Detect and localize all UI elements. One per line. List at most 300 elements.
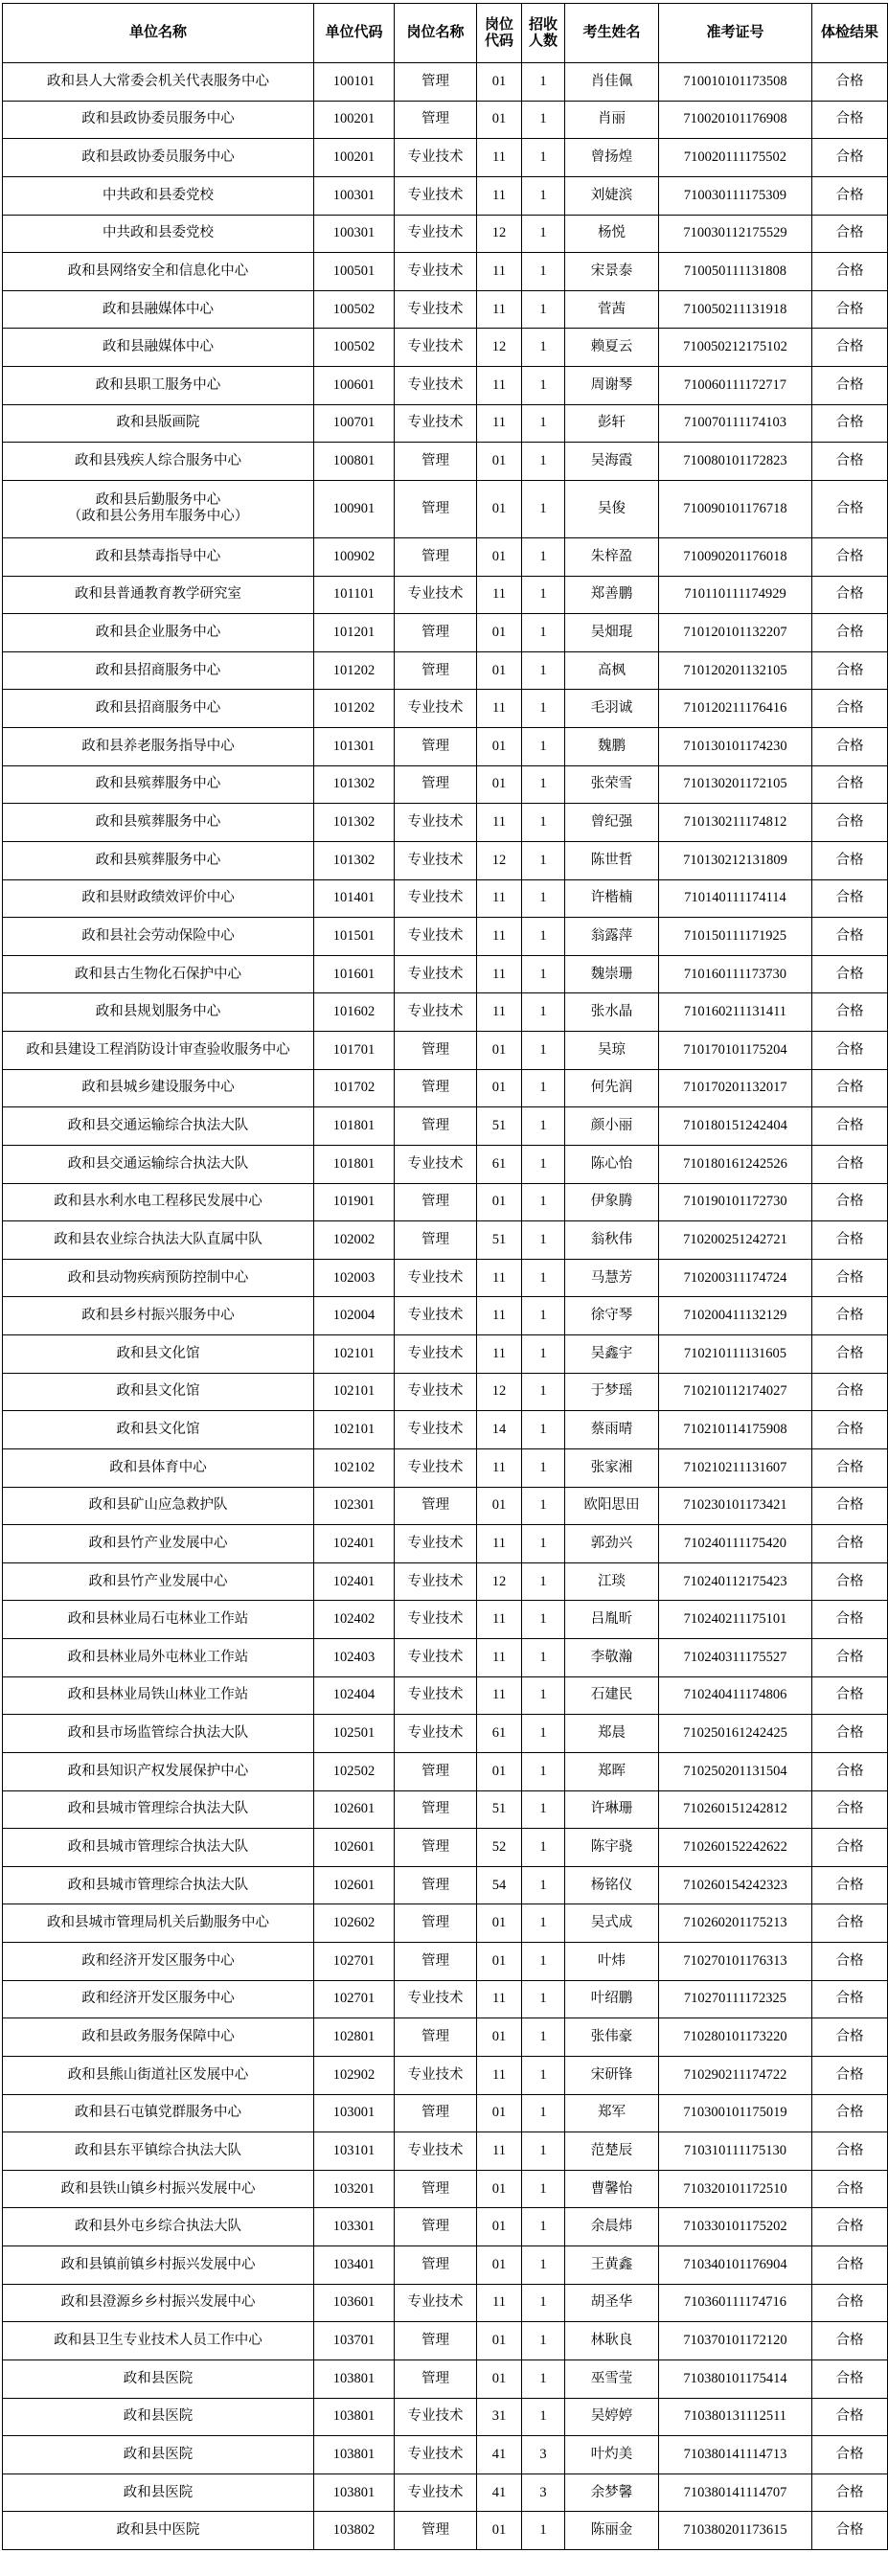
table-row bbox=[3, 1107, 888, 1146]
cell-recruit-num: 1 bbox=[522, 879, 565, 918]
cell-ticket: 710240311175527 bbox=[659, 1639, 812, 1677]
table-row bbox=[3, 1790, 888, 1829]
cell-recruit-num: 1 bbox=[522, 537, 565, 576]
cell-unit-code: 102602 bbox=[314, 1904, 395, 1943]
cell-result: 合格 bbox=[812, 955, 888, 993]
table-row bbox=[3, 537, 888, 576]
cell-recruit-num: 1 bbox=[522, 1639, 565, 1677]
table-row bbox=[3, 2359, 888, 2398]
cell-recruit-num: 1 bbox=[522, 690, 565, 728]
cell-post-name: 专业技术 bbox=[395, 1676, 477, 1715]
header-recruit-num: 招收人数 bbox=[522, 4, 565, 63]
cell-result: 合格 bbox=[812, 63, 888, 102]
cell-result: 合格 bbox=[812, 1866, 888, 1904]
cell-result: 合格 bbox=[812, 2322, 888, 2360]
cell-post-name: 专业技术 bbox=[395, 367, 477, 405]
cell-unit-code: 100201 bbox=[314, 101, 395, 139]
cell-result: 合格 bbox=[812, 1107, 888, 1146]
cell-post-name: 管理 bbox=[395, 537, 477, 576]
cell-unit-name: 政和县镇前镇乡村振兴发展中心 bbox=[3, 2246, 314, 2285]
table-row bbox=[3, 1980, 888, 2018]
cell-recruit-num: 1 bbox=[522, 2512, 565, 2550]
cell-unit-name: 政和县乡村振兴服务中心 bbox=[3, 1297, 314, 1335]
cell-unit-code: 101801 bbox=[314, 1107, 395, 1146]
cell-recruit-num: 1 bbox=[522, 2359, 565, 2398]
cell-candidate: 彭轩 bbox=[565, 404, 659, 443]
cell-post-name: 管理 bbox=[395, 480, 477, 537]
cell-unit-code: 100301 bbox=[314, 176, 395, 215]
cell-candidate: 张家湘 bbox=[565, 1448, 659, 1487]
cell-candidate: 翁露萍 bbox=[565, 918, 659, 956]
cell-post-name: 专业技术 bbox=[395, 1297, 477, 1335]
cell-unit-name: 政和县文化馆 bbox=[3, 1411, 314, 1449]
cell-post-code: 01 bbox=[477, 443, 522, 481]
table-row bbox=[3, 63, 888, 102]
table-row bbox=[3, 253, 888, 291]
cell-ticket: 710330101175202 bbox=[659, 2208, 812, 2246]
cell-unit-code: 100902 bbox=[314, 537, 395, 576]
cell-post-code: 01 bbox=[477, 2170, 522, 2208]
cell-post-name: 专业技术 bbox=[395, 2398, 477, 2436]
cell-recruit-num: 1 bbox=[522, 1411, 565, 1449]
cell-recruit-num: 1 bbox=[522, 2398, 565, 2436]
cell-post-code: 11 bbox=[477, 139, 522, 177]
cell-ticket: 710210111131605 bbox=[659, 1335, 812, 1374]
cell-candidate: 马慧芳 bbox=[565, 1259, 659, 1297]
cell-unit-name: 政和县体育中心 bbox=[3, 1448, 314, 1487]
cell-recruit-num: 1 bbox=[522, 728, 565, 766]
cell-candidate: 范楚辰 bbox=[565, 2132, 659, 2171]
cell-post-code: 12 bbox=[477, 1373, 522, 1411]
cell-result: 合格 bbox=[812, 1411, 888, 1449]
cell-unit-code: 100201 bbox=[314, 139, 395, 177]
cell-unit-code: 101702 bbox=[314, 1069, 395, 1107]
cell-recruit-num: 1 bbox=[522, 367, 565, 405]
cell-unit-name: 政和县石屯镇党群服务中心 bbox=[3, 2094, 314, 2132]
cell-post-code: 12 bbox=[477, 1562, 522, 1601]
cell-unit-name: 中共政和县委党校 bbox=[3, 215, 314, 253]
cell-unit-code: 102402 bbox=[314, 1601, 395, 1639]
cell-recruit-num: 1 bbox=[522, 1943, 565, 1981]
cell-post-name: 管理 bbox=[395, 2018, 477, 2057]
cell-ticket: 710170101175204 bbox=[659, 1032, 812, 1070]
cell-recruit-num: 1 bbox=[522, 480, 565, 537]
header-candidate: 考生姓名 bbox=[565, 4, 659, 63]
table-row bbox=[3, 1601, 888, 1639]
cell-post-code: 11 bbox=[477, 2284, 522, 2322]
cell-post-name: 专业技术 bbox=[395, 1980, 477, 2018]
cell-post-code: 31 bbox=[477, 2398, 522, 2436]
cell-recruit-num: 1 bbox=[522, 576, 565, 614]
cell-post-name: 专业技术 bbox=[395, 1411, 477, 1449]
cell-candidate: 胡圣华 bbox=[565, 2284, 659, 2322]
cell-ticket: 710070111174103 bbox=[659, 404, 812, 443]
cell-ticket: 710180161242526 bbox=[659, 1145, 812, 1183]
cell-unit-code: 101901 bbox=[314, 1183, 395, 1221]
cell-unit-name: 政和县林业局铁山林业工作站 bbox=[3, 1676, 314, 1715]
table-row bbox=[3, 1904, 888, 1943]
cell-post-name: 管理 bbox=[395, 1904, 477, 1943]
table-row bbox=[3, 2398, 888, 2436]
cell-candidate: 毛羽诚 bbox=[565, 690, 659, 728]
cell-unit-code: 102801 bbox=[314, 2018, 395, 2057]
cell-unit-code: 103801 bbox=[314, 2398, 395, 2436]
cell-candidate: 王黄鑫 bbox=[565, 2246, 659, 2285]
cell-post-code: 54 bbox=[477, 1866, 522, 1904]
cell-unit-name: 政和县残疾人综合服务中心 bbox=[3, 443, 314, 481]
table-row bbox=[3, 480, 888, 537]
cell-post-name: 管理 bbox=[395, 2094, 477, 2132]
cell-recruit-num: 1 bbox=[522, 765, 565, 804]
cell-recruit-num: 1 bbox=[522, 1259, 565, 1297]
cell-result: 合格 bbox=[812, 2436, 888, 2474]
cell-recruit-num: 1 bbox=[522, 1373, 565, 1411]
table-row bbox=[3, 2284, 888, 2322]
cell-result: 合格 bbox=[812, 728, 888, 766]
table-row bbox=[3, 1335, 888, 1374]
cell-recruit-num: 1 bbox=[522, 1107, 565, 1146]
cell-ticket: 710200411132129 bbox=[659, 1297, 812, 1335]
cell-unit-name: 政和县林业局外屯林业工作站 bbox=[3, 1639, 314, 1677]
cell-unit-name: 政和县农业综合执法大队直属中队 bbox=[3, 1221, 314, 1260]
table-row bbox=[3, 728, 888, 766]
cell-ticket: 710310111175130 bbox=[659, 2132, 812, 2171]
cell-post-code: 01 bbox=[477, 1904, 522, 1943]
cell-unit-name: 政和县版画院 bbox=[3, 404, 314, 443]
cell-post-code: 11 bbox=[477, 993, 522, 1032]
table-row bbox=[3, 290, 888, 329]
cell-unit-name: 政和县卫生专业技术人员工作中心 bbox=[3, 2322, 314, 2360]
cell-result: 合格 bbox=[812, 2018, 888, 2057]
cell-post-name: 管理 bbox=[395, 765, 477, 804]
cell-candidate: 曾扬煌 bbox=[565, 139, 659, 177]
cell-post-name: 专业技术 bbox=[395, 576, 477, 614]
cell-post-name: 专业技术 bbox=[395, 2473, 477, 2512]
cell-candidate: 赖夏云 bbox=[565, 329, 659, 367]
cell-unit-code: 101801 bbox=[314, 1145, 395, 1183]
cell-candidate: 吕胤昕 bbox=[565, 1601, 659, 1639]
cell-recruit-num: 1 bbox=[522, 1183, 565, 1221]
cell-unit-name: 政和经济开发区服务中心 bbox=[3, 1943, 314, 1981]
cell-unit-code: 103601 bbox=[314, 2284, 395, 2322]
cell-recruit-num: 1 bbox=[522, 1715, 565, 1753]
cell-result: 合格 bbox=[812, 1829, 888, 1867]
cell-post-name: 专业技术 bbox=[395, 176, 477, 215]
table-row bbox=[3, 1487, 888, 1525]
cell-recruit-num: 1 bbox=[522, 1904, 565, 1943]
cell-result: 合格 bbox=[812, 1335, 888, 1374]
cell-post-code: 11 bbox=[477, 1297, 522, 1335]
cell-unit-code: 102404 bbox=[314, 1676, 395, 1715]
cell-post-code: 01 bbox=[477, 63, 522, 102]
cell-candidate: 张荣雪 bbox=[565, 765, 659, 804]
cell-post-name: 专业技术 bbox=[395, 2132, 477, 2171]
cell-ticket: 710180151242404 bbox=[659, 1107, 812, 1146]
cell-unit-code: 101602 bbox=[314, 993, 395, 1032]
cell-ticket: 710260151242812 bbox=[659, 1790, 812, 1829]
cell-result: 合格 bbox=[812, 2170, 888, 2208]
cell-unit-code: 102902 bbox=[314, 2056, 395, 2094]
cell-post-name: 专业技术 bbox=[395, 2284, 477, 2322]
cell-recruit-num: 1 bbox=[522, 329, 565, 367]
cell-ticket: 710380141114707 bbox=[659, 2473, 812, 2512]
cell-post-code: 01 bbox=[477, 101, 522, 139]
cell-post-code: 01 bbox=[477, 2018, 522, 2057]
cell-candidate: 吴畑琨 bbox=[565, 614, 659, 652]
cell-result: 合格 bbox=[812, 480, 888, 537]
cell-result: 合格 bbox=[812, 404, 888, 443]
cell-unit-code: 103801 bbox=[314, 2436, 395, 2474]
cell-candidate: 菅茜 bbox=[565, 290, 659, 329]
header-ticket: 准考证号 bbox=[659, 4, 812, 63]
cell-post-code: 11 bbox=[477, 2132, 522, 2171]
cell-unit-code: 101601 bbox=[314, 955, 395, 993]
cell-candidate: 翁秋伟 bbox=[565, 1221, 659, 1260]
cell-post-name: 专业技术 bbox=[395, 329, 477, 367]
table-row bbox=[3, 2246, 888, 2285]
cell-ticket: 710260152242622 bbox=[659, 1829, 812, 1867]
cell-post-code: 52 bbox=[477, 1829, 522, 1867]
cell-result: 合格 bbox=[812, 253, 888, 291]
cell-unit-name: 政和县网络安全和信息化中心 bbox=[3, 253, 314, 291]
cell-recruit-num: 1 bbox=[522, 2018, 565, 2057]
table-row bbox=[3, 1943, 888, 1981]
table-row bbox=[3, 1829, 888, 1867]
cell-unit-name: 政和县殡葬服务中心 bbox=[3, 804, 314, 842]
cell-post-code: 01 bbox=[477, 480, 522, 537]
cell-ticket: 710010101173508 bbox=[659, 63, 812, 102]
cell-post-name: 专业技术 bbox=[395, 918, 477, 956]
cell-recruit-num: 1 bbox=[522, 955, 565, 993]
cell-candidate: 欧阳思田 bbox=[565, 1487, 659, 1525]
cell-unit-name: 政和县铁山镇乡村振兴发展中心 bbox=[3, 2170, 314, 2208]
cell-post-code: 01 bbox=[477, 2094, 522, 2132]
cell-unit-name: 政和县中医院 bbox=[3, 2512, 314, 2550]
cell-ticket: 710170201132017 bbox=[659, 1069, 812, 1107]
cell-post-code: 41 bbox=[477, 2473, 522, 2512]
cell-post-code: 11 bbox=[477, 879, 522, 918]
header-unit-name: 单位名称 bbox=[3, 4, 314, 63]
cell-post-name: 管理 bbox=[395, 2246, 477, 2285]
cell-ticket: 710290211174722 bbox=[659, 2056, 812, 2094]
cell-candidate: 石建民 bbox=[565, 1676, 659, 1715]
cell-result: 合格 bbox=[812, 918, 888, 956]
cell-unit-name: 政和县医院 bbox=[3, 2398, 314, 2436]
cell-unit-name: 政和县融媒体中心 bbox=[3, 290, 314, 329]
header-post-code: 岗位代码 bbox=[477, 4, 522, 63]
cell-post-code: 11 bbox=[477, 2056, 522, 2094]
cell-recruit-num: 1 bbox=[522, 2132, 565, 2171]
cell-ticket: 710260201175213 bbox=[659, 1904, 812, 1943]
cell-unit-name: 政和县文化馆 bbox=[3, 1373, 314, 1411]
cell-result: 合格 bbox=[812, 290, 888, 329]
table-row bbox=[3, 329, 888, 367]
cell-unit-name: 政和县动物疾病预防控制中心 bbox=[3, 1259, 314, 1297]
cell-ticket: 710130201172105 bbox=[659, 765, 812, 804]
cell-post-name: 管理 bbox=[395, 1032, 477, 1070]
cell-unit-code: 103801 bbox=[314, 2473, 395, 2512]
cell-unit-code: 103101 bbox=[314, 2132, 395, 2171]
cell-unit-name: 政和县知识产权发展保护中心 bbox=[3, 1752, 314, 1790]
cell-result: 合格 bbox=[812, 879, 888, 918]
cell-recruit-num: 1 bbox=[522, 651, 565, 690]
cell-unit-code: 100101 bbox=[314, 63, 395, 102]
cell-candidate: 陈宇骁 bbox=[565, 1829, 659, 1867]
header-post-name: 岗位名称 bbox=[395, 4, 477, 63]
cell-post-code: 01 bbox=[477, 1032, 522, 1070]
table-row bbox=[3, 101, 888, 139]
cell-unit-code: 101202 bbox=[314, 651, 395, 690]
cell-post-code: 01 bbox=[477, 537, 522, 576]
cell-recruit-num: 1 bbox=[522, 290, 565, 329]
cell-unit-code: 102701 bbox=[314, 1943, 395, 1981]
cell-post-name: 管理 bbox=[395, 1487, 477, 1525]
cell-recruit-num: 1 bbox=[522, 2170, 565, 2208]
table-row bbox=[3, 2018, 888, 2057]
cell-post-name: 专业技术 bbox=[395, 1373, 477, 1411]
cell-post-name: 专业技术 bbox=[395, 690, 477, 728]
cell-recruit-num: 1 bbox=[522, 1676, 565, 1715]
cell-unit-name: 政和县融媒体中心 bbox=[3, 329, 314, 367]
cell-unit-name: 政和县城市管理局机关后勤服务中心 bbox=[3, 1904, 314, 1943]
cell-ticket: 710210114175908 bbox=[659, 1411, 812, 1449]
cell-candidate: 巫雪莹 bbox=[565, 2359, 659, 2398]
table-row bbox=[3, 2094, 888, 2132]
cell-candidate: 吴式成 bbox=[565, 1904, 659, 1943]
table-row bbox=[3, 1752, 888, 1790]
cell-candidate: 余梦馨 bbox=[565, 2473, 659, 2512]
cell-unit-code: 102601 bbox=[314, 1866, 395, 1904]
cell-post-name: 管理 bbox=[395, 1221, 477, 1260]
cell-recruit-num: 1 bbox=[522, 404, 565, 443]
cell-post-code: 14 bbox=[477, 1411, 522, 1449]
cell-unit-code: 102002 bbox=[314, 1221, 395, 1260]
cell-candidate: 陈世哲 bbox=[565, 841, 659, 879]
cell-post-code: 11 bbox=[477, 918, 522, 956]
cell-candidate: 刘婕滨 bbox=[565, 176, 659, 215]
cell-post-name: 管理 bbox=[395, 2512, 477, 2550]
cell-recruit-num: 1 bbox=[522, 1297, 565, 1335]
cell-ticket: 710120101132207 bbox=[659, 614, 812, 652]
cell-unit-code: 100901 bbox=[314, 480, 395, 537]
cell-post-code: 01 bbox=[477, 1069, 522, 1107]
cell-unit-name: 政和县矿山应急救护队 bbox=[3, 1487, 314, 1525]
cell-unit-name: 政和县财政绩效评价中心 bbox=[3, 879, 314, 918]
cell-unit-code: 102101 bbox=[314, 1373, 395, 1411]
cell-recruit-num: 1 bbox=[522, 176, 565, 215]
cell-post-name: 专业技术 bbox=[395, 253, 477, 291]
cell-candidate: 朱梓盈 bbox=[565, 537, 659, 576]
cell-unit-code: 101701 bbox=[314, 1032, 395, 1070]
cell-ticket: 710240111175420 bbox=[659, 1525, 812, 1563]
cell-post-name: 专业技术 bbox=[395, 215, 477, 253]
cell-recruit-num: 3 bbox=[522, 2436, 565, 2474]
cell-candidate: 徐守琴 bbox=[565, 1297, 659, 1335]
cell-result: 合格 bbox=[812, 139, 888, 177]
cell-unit-code: 101302 bbox=[314, 841, 395, 879]
cell-candidate: 林耿良 bbox=[565, 2322, 659, 2360]
table-row bbox=[3, 2436, 888, 2474]
cell-result: 合格 bbox=[812, 1487, 888, 1525]
table-row bbox=[3, 2056, 888, 2094]
cell-recruit-num: 1 bbox=[522, 1032, 565, 1070]
cell-unit-code: 101301 bbox=[314, 728, 395, 766]
cell-post-name: 管理 bbox=[395, 1866, 477, 1904]
table-header-row bbox=[3, 4, 888, 63]
cell-candidate: 杨铭仪 bbox=[565, 1866, 659, 1904]
cell-ticket: 710090101176718 bbox=[659, 480, 812, 537]
table-row bbox=[3, 1448, 888, 1487]
cell-result: 合格 bbox=[812, 690, 888, 728]
cell-post-code: 01 bbox=[477, 1752, 522, 1790]
table-row bbox=[3, 1525, 888, 1563]
cell-unit-name: 政和县企业服务中心 bbox=[3, 614, 314, 652]
cell-unit-code: 100301 bbox=[314, 215, 395, 253]
table-row bbox=[3, 1373, 888, 1411]
cell-ticket: 710120211176416 bbox=[659, 690, 812, 728]
cell-unit-name: 政和县外屯乡综合执法大队 bbox=[3, 2208, 314, 2246]
cell-post-code: 51 bbox=[477, 1790, 522, 1829]
cell-recruit-num: 1 bbox=[522, 253, 565, 291]
table-row bbox=[3, 2512, 888, 2550]
cell-recruit-num: 1 bbox=[522, 804, 565, 842]
cell-result: 合格 bbox=[812, 101, 888, 139]
cell-candidate: 郑军 bbox=[565, 2094, 659, 2132]
cell-recruit-num: 1 bbox=[522, 918, 565, 956]
cell-post-name: 专业技术 bbox=[395, 841, 477, 879]
cell-unit-code: 102401 bbox=[314, 1525, 395, 1563]
cell-post-name: 专业技术 bbox=[395, 1639, 477, 1677]
table-row bbox=[3, 1715, 888, 1753]
cell-unit-name: 政和县城市管理综合执法大队 bbox=[3, 1829, 314, 1867]
cell-unit-name: 政和县殡葬服务中心 bbox=[3, 765, 314, 804]
cell-ticket: 710020111175502 bbox=[659, 139, 812, 177]
cell-candidate: 吴俊 bbox=[565, 480, 659, 537]
table-row bbox=[3, 690, 888, 728]
cell-ticket: 710060111172717 bbox=[659, 367, 812, 405]
cell-result: 合格 bbox=[812, 1373, 888, 1411]
cell-recruit-num: 1 bbox=[522, 1562, 565, 1601]
cell-unit-name: 政和县人大常委会机关代表服务中心 bbox=[3, 63, 314, 102]
cell-result: 合格 bbox=[812, 1715, 888, 1753]
cell-post-code: 11 bbox=[477, 1639, 522, 1677]
cell-post-code: 01 bbox=[477, 1183, 522, 1221]
table-row bbox=[3, 765, 888, 804]
table-body bbox=[3, 63, 888, 2550]
cell-candidate: 陈丽金 bbox=[565, 2512, 659, 2550]
cell-post-name: 管理 bbox=[395, 1943, 477, 1981]
table-row bbox=[3, 139, 888, 177]
cell-ticket: 710300101175019 bbox=[659, 2094, 812, 2132]
cell-unit-name: 政和县澄源乡乡村振兴发展中心 bbox=[3, 2284, 314, 2322]
cell-result: 合格 bbox=[812, 2246, 888, 2285]
cell-post-name: 管理 bbox=[395, 2170, 477, 2208]
cell-candidate: 郑善鹏 bbox=[565, 576, 659, 614]
cell-post-name: 专业技术 bbox=[395, 2436, 477, 2474]
cell-recruit-num: 1 bbox=[522, 841, 565, 879]
cell-unit-code: 103201 bbox=[314, 2170, 395, 2208]
cell-post-code: 61 bbox=[477, 1145, 522, 1183]
cell-unit-name: 政和县政务服务保障中心 bbox=[3, 2018, 314, 2057]
cell-ticket: 710380201173615 bbox=[659, 2512, 812, 2550]
cell-post-code: 01 bbox=[477, 728, 522, 766]
cell-unit-code: 103701 bbox=[314, 2322, 395, 2360]
cell-candidate: 吴鑫宇 bbox=[565, 1335, 659, 1374]
cell-ticket: 710150111171925 bbox=[659, 918, 812, 956]
table-row bbox=[3, 2208, 888, 2246]
cell-result: 合格 bbox=[812, 993, 888, 1032]
table-row bbox=[3, 804, 888, 842]
